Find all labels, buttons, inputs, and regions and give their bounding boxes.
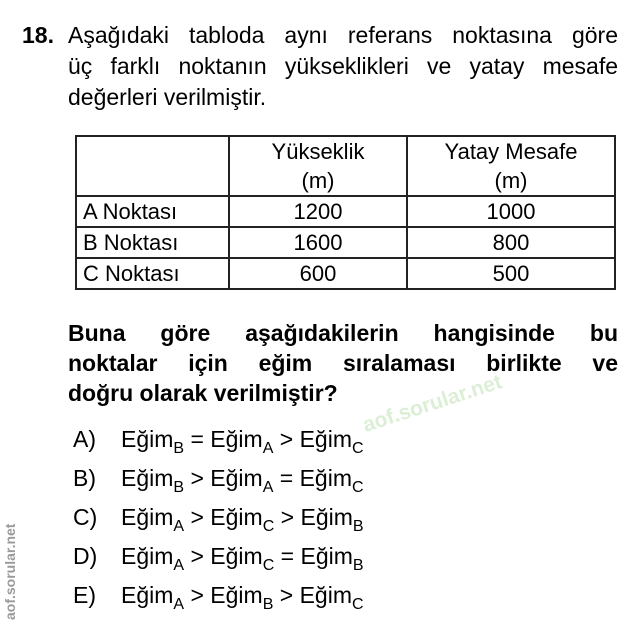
question-prompt <box>68 318 618 408</box>
distance-value: 500 <box>407 258 615 289</box>
distance-value: 800 <box>407 227 615 258</box>
option-letter: A) <box>73 426 96 452</box>
row-label: A Noktası <box>76 196 229 227</box>
header-distance: Yatay Mesafe (m) <box>407 136 615 196</box>
prompt-line: Buna göre aşağıdakilerin hangisinde bu <box>68 320 618 346</box>
data-table <box>75 135 616 290</box>
option-expression: Eğim$_B$ > Eğim$_A$ = Eğim$_C$ <box>121 465 364 496</box>
table-row <box>76 258 615 289</box>
table-header-row <box>76 136 615 196</box>
stem-line: değerleri verilmiştir. <box>68 84 267 110</box>
distance-value: 1000 <box>407 196 615 227</box>
header-height: Yükseklik (m) <box>229 136 407 196</box>
watermark-side: aof.sorular.net <box>2 523 18 620</box>
prompt-line: noktalar için eğim sıralaması birlikte ve <box>68 350 618 376</box>
header-empty-cell <box>76 136 229 196</box>
option-expression: Eğim$_B$ = Eğim$_A$ > Eğim$_C$ <box>121 426 364 457</box>
table-row <box>76 227 615 258</box>
option-expression: Eğim$_A$ > Eğim$_C$ > Eğim$_B$ <box>121 504 364 535</box>
prompt-line: doğru olarak verilmiştir? <box>68 380 338 406</box>
question-stem <box>68 20 618 113</box>
question-number: 18. <box>22 22 54 48</box>
stem-line: üç farklı noktanın yükseklikleri ve yatay mesafe <box>68 53 618 79</box>
option-expression: Eğim$_A$ > Eğim$_C$ = Eğim$_B$ <box>121 543 364 574</box>
option-letter: D) <box>73 543 98 569</box>
row-label: C Noktası <box>76 258 229 289</box>
height-value: 1200 <box>229 196 407 227</box>
watermark-diagonal: aof.sorular.net <box>360 370 505 437</box>
option-expression: Eğim$_A$ > Eğim$_B$ > Eğim$_C$ <box>121 582 364 613</box>
stem-line: Aşağıdaki tabloda aynı referans noktasına göre <box>68 22 618 48</box>
height-value: 1600 <box>229 227 407 258</box>
height-value: 600 <box>229 258 407 289</box>
option-letter: C) <box>73 504 98 530</box>
option-letter: B) <box>73 465 96 491</box>
row-label: B Noktası <box>76 227 229 258</box>
table-row <box>76 196 615 227</box>
option-letter: E) <box>73 582 96 608</box>
